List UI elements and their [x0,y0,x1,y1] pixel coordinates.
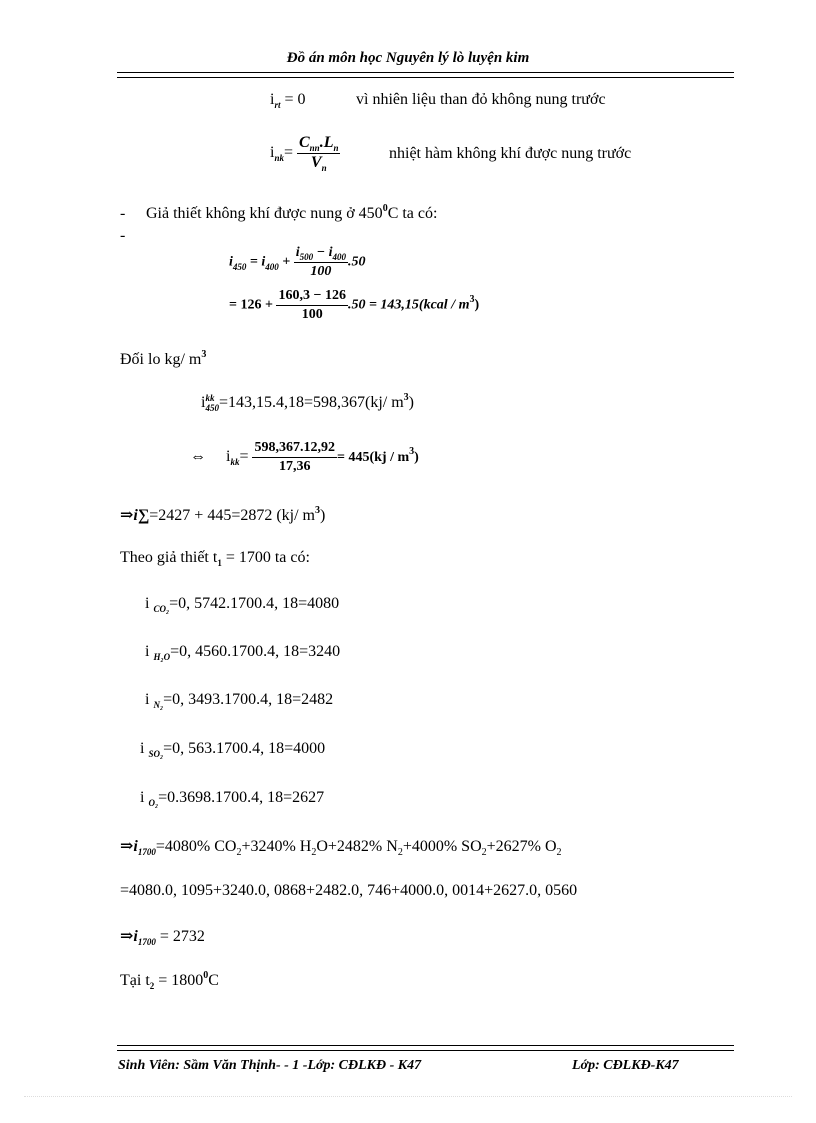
header-rule-bottom [117,77,734,78]
line-in2: i $_{N_2}$=0, 3493.1700.4, 18=2482 [145,691,334,710]
equation-i450: $i_{450} = i_{400}$ + $\frac{i_{500} - i_{400}}{100}$ .50 [229,245,366,279]
line-ikk-result: ⇔ $i_{kk}=$ $\frac{598,367.12,92}{17,36}$ = $445(kj / m^3)$ [190,440,419,474]
fraction-160: $\frac{160,3 - 126}{100}$ [278,288,346,322]
line-ink-text: nhiệt hàm không khí được nung trước [389,145,632,162]
line-irt [270,91,306,109]
line-ink [270,134,340,173]
line-t2: Tại $t_2 = 1800^0C$ [120,970,219,991]
fraction-ink: $\frac{C_{nn}.L_n}{V_n}$ [299,134,339,173]
fraction-598: $\frac{598,367.12,92}{17,36}$ [254,440,335,474]
line-isum: ⇒i∑=2427 + 445=2872 (kj/ $m^3$) [120,505,326,524]
line-i1700-sum: $\Rightarrow i_{1700}=4080\%$ $CO_2+3240\%$ $H_2O+2482\%$ $N_2+4000\%$ $SO_2+2627\%$ $O_2$ [120,838,562,858]
footer-rule-top [117,1045,734,1046]
unit-conversion-label: Đối lo kg/ $m^3$ [120,349,207,368]
footer-student: Sinh Viên: Sầm Văn Thịnh- - 1 -Lớp: CĐLKĐ - K47 [118,1058,422,1073]
bullet: - [120,205,126,222]
footer-rule-bottom [117,1050,734,1051]
line-ico2: i $_{CO_2}$=0, 5742.1700.4, 18=4080 [145,595,340,614]
equation-result-kcal: = 126 + $\frac{160,3 - 126}{100}$ .50 = 143,15(kcal / $m^3$) [229,288,480,322]
header-rule-top [117,72,734,73]
fraction-i500: $\frac{i_{500} - i_{400}}{100}$ [295,245,347,279]
var-i: i [270,91,275,108]
line-assumption-t1: Theo giả thiết $t_1 = 1700$ ta có: [120,549,310,568]
line-ikk450: i kk 450 =143,15.4,18=598,367(kj/ $m^3$) [201,392,414,414]
equals: = [283,144,293,162]
bullet-2: - [120,227,126,244]
line-io2: i $_{O_2}$=0.3698.1700.4, 18=2627 [140,789,325,808]
line-calc-expansion: =4080.0, 1095+3240.0, 0868+2482.0, 746+4000.0, 0014+2627.0, 0560 [120,882,578,899]
eq-zero: = 0 [284,91,306,108]
var-i: i [270,144,275,162]
page-header-title: Đồ án môn học Nguyên lý lò luyện kim [286,50,530,66]
line-ih2o: i $_{H_2O}$=0, 4560.1700.4, 18=3240 [145,643,341,662]
line-iso2: i $_{SO_2}$=0, 563.1700.4, 18=4000 [140,740,326,759]
sub-nk: nk [274,153,284,164]
footer-class: Lớp: CĐLKĐ-K47 [572,1058,679,1073]
sub-rt: rt [274,100,281,110]
line-irt-text: vì nhiên liệu than đỏ không nung trước [356,91,606,108]
page-edge-dots [24,1096,792,1097]
assumption-text: Giả thiết không khí được nung ở $450^0C$ ta có: [146,203,438,222]
line-i1700-result: $\Rightarrow i_{1700} = 2732$ [120,928,205,947]
